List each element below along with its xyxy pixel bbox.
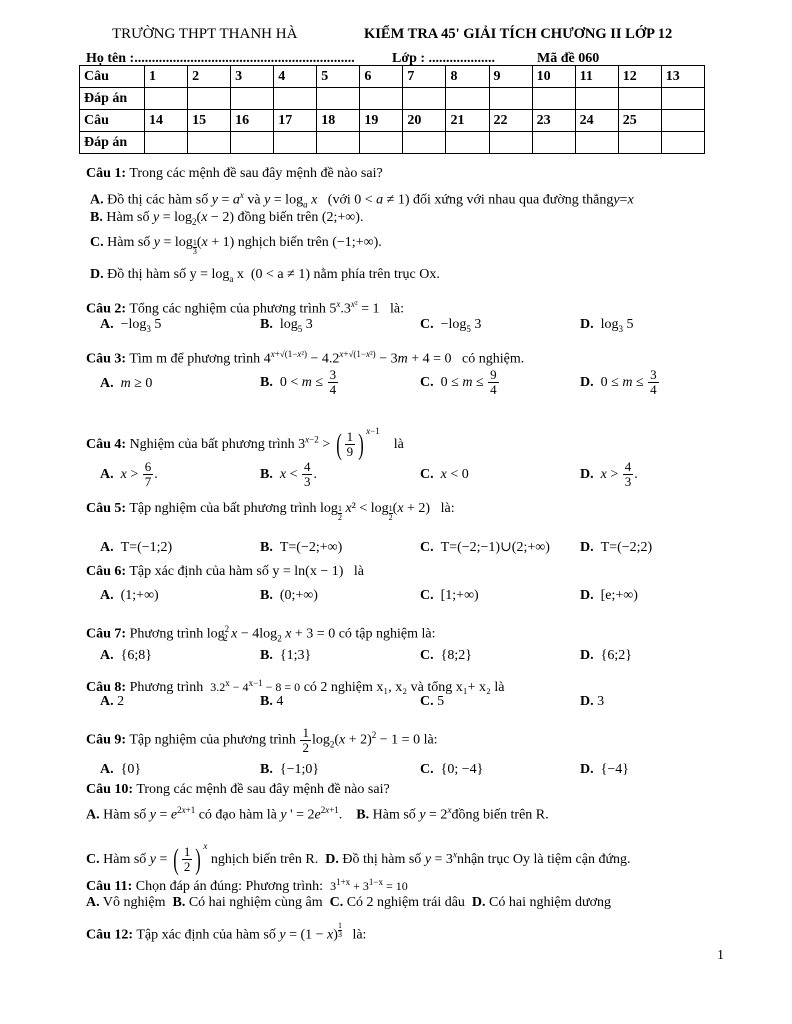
- option-text: Có 2 nghiệm trái dâu: [346, 895, 465, 910]
- option-letter: D.: [580, 540, 594, 555]
- option-letter: A.: [90, 192, 104, 208]
- option-letter: C.: [420, 540, 434, 555]
- option-6d: D. [e;+∞): [580, 588, 638, 603]
- option-3b: B. 0 < m ≤ $\frac{3}{4}$: [260, 367, 337, 398]
- question-number: 22: [489, 110, 532, 132]
- option-letter: B.: [172, 895, 186, 910]
- answer-cell[interactable]: [274, 88, 317, 110]
- question-number: 19: [360, 110, 403, 132]
- question-number: 4: [274, 66, 317, 88]
- question-number: 16: [231, 110, 274, 132]
- option-text: có đạo hàm là: [198, 807, 277, 823]
- question-text: Phương trình: [129, 626, 204, 642]
- question-number: 13: [661, 66, 704, 88]
- question-text: là: [393, 437, 404, 452]
- answer-cell[interactable]: [145, 88, 188, 110]
- question-number: 3: [231, 66, 274, 88]
- option-letter: D.: [580, 694, 594, 709]
- question-number: [661, 110, 704, 132]
- question-text: Tìm m để phương trình: [129, 351, 261, 367]
- option-2d: D. $\log_3 5$: [580, 317, 634, 334]
- option-text: Hàm số: [106, 210, 150, 225]
- question-number: 23: [532, 110, 575, 132]
- question-title: Câu 10:: [86, 782, 134, 797]
- question-text: Tổng các nghiệm của phương trình: [129, 301, 326, 317]
- option-letter: C.: [86, 852, 100, 867]
- question-text: là:: [440, 501, 455, 516]
- question-title: Câu 6:: [86, 564, 127, 579]
- question-number: 14: [145, 110, 188, 132]
- option-letter: A.: [100, 540, 114, 555]
- option-text: Đồ thị hàm số: [107, 267, 187, 282]
- school-name: TRƯỜNG THPT THANH HÀ: [112, 26, 298, 42]
- question-number: 17: [274, 110, 317, 132]
- answer-sheet-table: [79, 65, 705, 154]
- question-text: Trong các mệnh đề sau đây mệnh đề nào sai?: [129, 166, 383, 181]
- question-number: 11: [575, 66, 618, 88]
- question-6: Câu 6: Tập xác định của hàm số y = ln(x − 1) là: [86, 564, 364, 579]
- question-number: 25: [618, 110, 661, 132]
- option-9d: D. {−4}: [580, 762, 629, 777]
- question-text: Tập xác định của hàm số: [136, 927, 276, 943]
- question-title: Câu 5:: [86, 501, 127, 516]
- answer-cell[interactable]: [446, 88, 489, 110]
- option-text: 4: [276, 694, 284, 709]
- option-letter: C.: [329, 895, 344, 910]
- answer-cell[interactable]: [532, 88, 575, 110]
- option-letter: D.: [580, 588, 594, 603]
- option-letter: A.: [100, 762, 114, 777]
- option-1d: D. Đồ thị hàm số $y = \log_a x$ (0 < a ≠ 1) nằm phía trên trục Ox.: [90, 267, 440, 284]
- question-title: Câu 11:: [86, 879, 133, 894]
- option-2a: A. $-\log_3$ 5: [100, 317, 162, 334]
- option-letter: B.: [260, 588, 273, 603]
- option-letter: C.: [420, 317, 434, 332]
- option-letter: C.: [90, 235, 104, 250]
- option-5d: D. T=(−2;2): [580, 540, 653, 555]
- table-row: [80, 88, 705, 110]
- option-letter: B.: [260, 694, 273, 709]
- option-letter: D.: [580, 762, 594, 777]
- option-text: Hàm số: [372, 807, 416, 823]
- question-text: có tập nghiệm là:: [338, 626, 436, 642]
- option-letter: A.: [100, 694, 114, 709]
- option-1b: B. Hàm số $y = \log_2(x - 2)$ đồng biến trên (2;+∞).: [90, 210, 364, 227]
- table-row: [80, 66, 705, 88]
- row-label: Câu: [80, 66, 145, 88]
- question-4: Câu 4: Nghiệm của bất phương trình $3^{x-2}$ > ( $\frac{1}{9}$ ) $^{x-1}$ là: [86, 426, 404, 461]
- answer-cell[interactable]: [489, 88, 532, 110]
- question-number: 6: [360, 66, 403, 88]
- option-5c: C. T=(−2;−1)∪(2;+∞): [420, 540, 550, 555]
- option-10cd: C. Hàm số y = ( $\frac{1}{2}$ ) $^x$ nghịch biến trên R. D. Đồ thị hàm số $y = 3^xnhận$ trục Oy là tiệm cận đứng.: [86, 841, 631, 876]
- question-number: 1: [145, 66, 188, 88]
- answer-cell[interactable]: [188, 132, 231, 154]
- answer-cell[interactable]: [274, 132, 317, 154]
- row-label: Đáp án: [80, 88, 145, 110]
- option-text: Có hai nghiệm cùng âm: [188, 895, 323, 910]
- option-letter: B.: [260, 540, 273, 555]
- option-letter: A.: [100, 317, 114, 332]
- question-title: Câu 8:: [86, 680, 127, 695]
- question-text: Chọn đáp án đúng: Phương trình:: [135, 879, 324, 894]
- option-letter: C.: [420, 588, 434, 603]
- option-letter: A.: [86, 895, 100, 910]
- option-letter: C.: [420, 467, 434, 482]
- option-7b: B. {1;3}: [260, 648, 312, 663]
- option-7c: C. {8;2}: [420, 648, 472, 663]
- option-text: 5: [437, 694, 445, 709]
- question-title: Câu 4:: [86, 437, 127, 452]
- question-number: 15: [188, 110, 231, 132]
- question-number: 20: [403, 110, 446, 132]
- question-title: Câu 2:: [86, 301, 127, 317]
- option-text: nghịch biến trên: [237, 235, 329, 250]
- option-10ab: A. Hàm số $y = e^{2x+1}$ có đạo hàm là y ' = $2e^{2x+1}$. B. Hàm số $y = 2^xđồng$ biến trên R.: [86, 805, 549, 823]
- option-text: nằm phía trên trục Ox.: [313, 267, 440, 282]
- question-number: 18: [317, 110, 360, 132]
- option-letter: B.: [356, 807, 370, 823]
- exam-code: Mã đề 060: [537, 51, 600, 66]
- row-label: Đáp án: [80, 132, 145, 154]
- answer-cell[interactable]: [575, 132, 618, 154]
- question-text: Tập xác định của hàm số: [129, 564, 269, 579]
- option-6c: C. [1;+∞): [420, 588, 479, 603]
- option-letter: A.: [100, 467, 114, 482]
- question-text: Tập nghiệm của bất phương trình: [129, 501, 317, 516]
- answer-cell[interactable]: [446, 132, 489, 154]
- question-number: 10: [532, 66, 575, 88]
- question-text: là:: [389, 301, 404, 317]
- question-title: Câu 3:: [86, 351, 127, 367]
- option-text: Hàm số: [103, 807, 147, 823]
- question-title: Câu 7:: [86, 626, 127, 642]
- option-7d: D. {6;2}: [580, 648, 632, 663]
- option-letter: D.: [580, 467, 594, 482]
- option-1c: C. Hàm số y = log $_{\frac{1}{3}}$ (x + 1) nghịch biến trên (−1;+∞).: [90, 235, 382, 257]
- option-text: Đồ thị các hàm số: [107, 192, 209, 208]
- option-text: Đồ thị hàm số: [342, 852, 422, 867]
- option-letter: D.: [471, 895, 486, 910]
- question-2: Câu 2: Tổng các nghiệm của phương trình $5^x.3^{x^2} = 1$ là:: [86, 299, 404, 317]
- option-text: đồng biến trên R.: [451, 807, 549, 823]
- option-2b: B. $\log_5 3$: [260, 317, 313, 334]
- question-number: 24: [575, 110, 618, 132]
- option-text: Hàm số: [107, 235, 151, 250]
- answer-cell[interactable]: [360, 132, 403, 154]
- option-letter: A.: [100, 648, 114, 663]
- answer-cell[interactable]: [145, 132, 188, 154]
- option-text: (với: [327, 192, 351, 208]
- question-number: 21: [446, 110, 489, 132]
- question-5: Câu 5: Tập nghiệm của bất phương trình log $_{\frac{1}{2}}$ x² < log $_{\frac{1}{2}}$ (x + 2) là:: [86, 501, 455, 523]
- answer-cell[interactable]: [317, 132, 360, 154]
- answer-cell[interactable]: [403, 132, 446, 154]
- question-number: 7: [403, 66, 446, 88]
- option-3c: C. 0 ≤ m ≤ $\frac{9}{4}$: [420, 367, 497, 398]
- answer-cell[interactable]: [618, 88, 661, 110]
- option-6a: A. (1;+∞): [100, 588, 159, 603]
- option-text: nghịch biến trên R.: [210, 852, 319, 867]
- question-text: Phương trình: [129, 680, 204, 695]
- answer-cell[interactable]: [188, 88, 231, 110]
- option-7a: A. {6;8}: [100, 648, 152, 663]
- option-text: Vô nghiệm: [102, 895, 166, 910]
- option-8c: [420, 693, 444, 710]
- question-text: Nghiệm của bất phương trình: [129, 437, 295, 452]
- option-3a: A. m ≥ 0: [100, 376, 153, 391]
- row-label: Câu: [80, 110, 145, 132]
- question-12: Câu 12: Tập xác định của hàm số y = (1 − x) $^{\frac{1}{3}}$ là:: [86, 921, 367, 943]
- option-text: đồng biến trên: [237, 210, 319, 225]
- options-11: [86, 894, 611, 911]
- option-letter: C.: [420, 648, 434, 663]
- question-3: Câu 3: Tìm m để phương trình $4^{x+√(1-x^2)} - 4.2^{x+√(1-x^2)} - 3m + 4 = 0$ có nghiệm.: [86, 349, 525, 367]
- question-9: Câu 9: Tập nghiệm của phương trình $\frac{1}{2}$ $\log_2(x + 2)^2 - 1 = 0$ là:: [86, 724, 438, 755]
- question-number: 12: [618, 66, 661, 88]
- table-row: [80, 110, 705, 132]
- answer-cell[interactable]: [317, 88, 360, 110]
- option-4c: C. x < 0: [420, 467, 469, 482]
- option-text: đối xứng với nhau qua đường thẳng: [413, 192, 614, 208]
- option-letter: C.: [420, 375, 434, 390]
- option-text: 2: [117, 694, 125, 709]
- option-8a: [100, 693, 124, 710]
- answer-cell[interactable]: [231, 88, 274, 110]
- class-field: Lớp : ...................: [392, 51, 496, 66]
- option-letter: D.: [580, 317, 594, 332]
- option-8d: [580, 693, 604, 710]
- option-text: 3: [597, 694, 605, 709]
- question-8: Câu 8: Phương trình $3.2^x - 4^{x-1} - 8 = 0$ có 2 nghiệm x₁, x₂ và tổng x₁+ x₂ là: [86, 678, 505, 695]
- question-7: Câu 7: Phương trình $\log^2_2 x - 4\log_2$ x + 3 = 0 có tập nghiệm là:: [86, 624, 436, 644]
- option-letter: B.: [260, 762, 273, 777]
- option-text: Có hai nghiệm dương: [489, 895, 611, 910]
- option-5b: B. T=(−2;+∞): [260, 540, 343, 555]
- exam-title: KIỂM TRA 45' GIẢI TÍCH CHƯƠNG II LỚP 12: [364, 26, 673, 42]
- answer-cell[interactable]: [661, 132, 704, 154]
- question-text: có nghiệm.: [462, 351, 525, 367]
- option-letter: D.: [580, 648, 594, 663]
- option-letter: C.: [420, 694, 434, 709]
- answer-cell[interactable]: [575, 88, 618, 110]
- question-number: 5: [317, 66, 360, 88]
- question-number: 9: [489, 66, 532, 88]
- page-number: 1: [717, 948, 724, 963]
- option-4a: A. x > $\frac{6}{7}$ .: [100, 459, 158, 490]
- option-letter: A.: [100, 376, 114, 391]
- question-title: Câu 12:: [86, 927, 134, 943]
- option-6b: B. (0;+∞): [260, 588, 318, 603]
- option-letter: B.: [260, 467, 273, 482]
- question-10: [86, 781, 390, 798]
- answer-cell[interactable]: [661, 88, 704, 110]
- question-text: Trong các mệnh đề sau đây mệnh đề nào sai?: [136, 782, 390, 797]
- question-text: Tập nghiệm của phương trình: [129, 732, 296, 748]
- option-text: Hàm số: [103, 852, 147, 867]
- option-4d: D. x > $\frac{4}{3}$ .: [580, 459, 638, 490]
- question-title: Câu 1:: [86, 166, 127, 181]
- answer-cell[interactable]: [618, 132, 661, 154]
- question-11: Câu 11: Chọn đáp án đúng: Phương trình: $3^{1+x} + 3^{1-x} = 10$: [86, 877, 408, 894]
- option-text: và: [247, 192, 261, 208]
- option-4b: B. x < $\frac{4}{3}$ .: [260, 459, 317, 490]
- option-letter: B.: [90, 210, 103, 225]
- option-5a: A. T=(−1;2): [100, 540, 173, 555]
- option-letter: B.: [260, 648, 273, 663]
- student-name-field: Họ tên :...............................................................: [86, 51, 355, 66]
- option-letter: D.: [90, 267, 104, 282]
- question-title: Câu 9:: [86, 732, 127, 748]
- option-letter: B.: [260, 317, 273, 332]
- question-text: là:: [352, 927, 367, 943]
- answer-cell[interactable]: [231, 132, 274, 154]
- answer-cell[interactable]: [489, 132, 532, 154]
- option-8b: [260, 693, 283, 710]
- option-letter: D.: [325, 852, 339, 867]
- answer-cell[interactable]: [403, 88, 446, 110]
- option-letter: A.: [86, 807, 100, 823]
- option-3d: D. 0 ≤ m ≤ $\frac{3}{4}$: [580, 367, 657, 398]
- option-text: nhận trục Oy là tiệm cận đứng.: [456, 852, 631, 867]
- question-1: [86, 165, 383, 182]
- option-letter: A.: [100, 588, 114, 603]
- option-1a: A. Đồ thị các hàm số $y = a^x$ và $y = \log_a x$ (với 0 < a ≠ 1) đối xứng với nhau qua đường thẳngy=x: [90, 190, 634, 210]
- question-text: là:: [423, 732, 438, 748]
- option-letter: C.: [420, 762, 434, 777]
- answer-cell[interactable]: [360, 88, 403, 110]
- table-row: [80, 132, 705, 154]
- option-9b: B. {−1;0}: [260, 762, 320, 777]
- option-2c: C. $-\log_5$ 3: [420, 317, 482, 334]
- question-number: 8: [446, 66, 489, 88]
- option-letter: B.: [260, 375, 273, 390]
- option-9a: A. {0}: [100, 762, 142, 777]
- question-text: là: [353, 564, 364, 579]
- question-text: có 2 nghiệm x₁, x₂ và tổng x₁+ x₂ là: [303, 680, 505, 695]
- answer-cell[interactable]: [532, 132, 575, 154]
- option-9c: C. {0; −4}: [420, 762, 484, 777]
- question-number: 2: [188, 66, 231, 88]
- option-letter: D.: [580, 375, 594, 390]
